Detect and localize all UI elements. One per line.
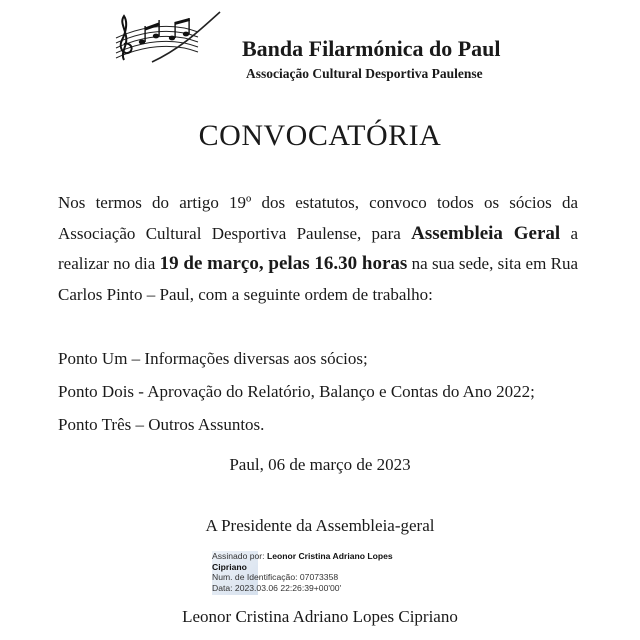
- paragraph-text-2: a realizar no dia: [58, 223, 578, 273]
- organization-subtitle: Associação Cultural Desportiva Paulense: [246, 66, 483, 81]
- assembly-type: Assembleia Geral: [411, 222, 561, 244]
- convocation-paragraph: [58, 188, 578, 310]
- agenda-item: Ponto Um – Informações diversas aos sócios;: [58, 349, 368, 368]
- paragraph-text-3: na sua sede, sita em Rua Carlos Pinto – Paul, com a seguinte ordem de trabalho:: [58, 254, 578, 304]
- organization-name: Banda Filarmónica do Paul: [242, 36, 501, 61]
- signature-name: Leonor Cristina Adriano Lopes: [266, 551, 393, 561]
- president-title: A Presidente da Assembleia-geral: [205, 516, 435, 535]
- place-date: Paul, 06 de março de 2023: [229, 455, 411, 474]
- signature-date: Data: 2023.03.06 22:26:39+00'00': [212, 582, 342, 593]
- meeting-datetime: 19 de março, pelas 16.30 horas: [159, 253, 408, 274]
- document-title: CONVOCATÓRIA: [198, 119, 442, 152]
- digital-signature-block: [212, 551, 452, 601]
- music-staff-logo: [112, 8, 222, 64]
- signature-id: Num. de Identificação: 07073358: [212, 572, 339, 582]
- signature-name-cont: Cipriano: [212, 561, 247, 572]
- agenda-item: Ponto Dois - Aprovação do Relatório, Balanço e Contas do Ano 2022;: [58, 382, 535, 401]
- agenda-list: [58, 342, 598, 441]
- paragraph-text-1: Nos termos do artigo 19º dos estatutos, convoco todos os sócios da Associação Cultural Desportiva Paulense, para: [58, 193, 578, 243]
- signature-signed-by: [212, 551, 452, 562]
- signer-name: Leonor Cristina Adriano Lopes Cipriano: [182, 607, 458, 626]
- signature-label: Assinado por:: [212, 551, 265, 561]
- agenda-item: Ponto Três – Outros Assuntos.: [58, 415, 265, 434]
